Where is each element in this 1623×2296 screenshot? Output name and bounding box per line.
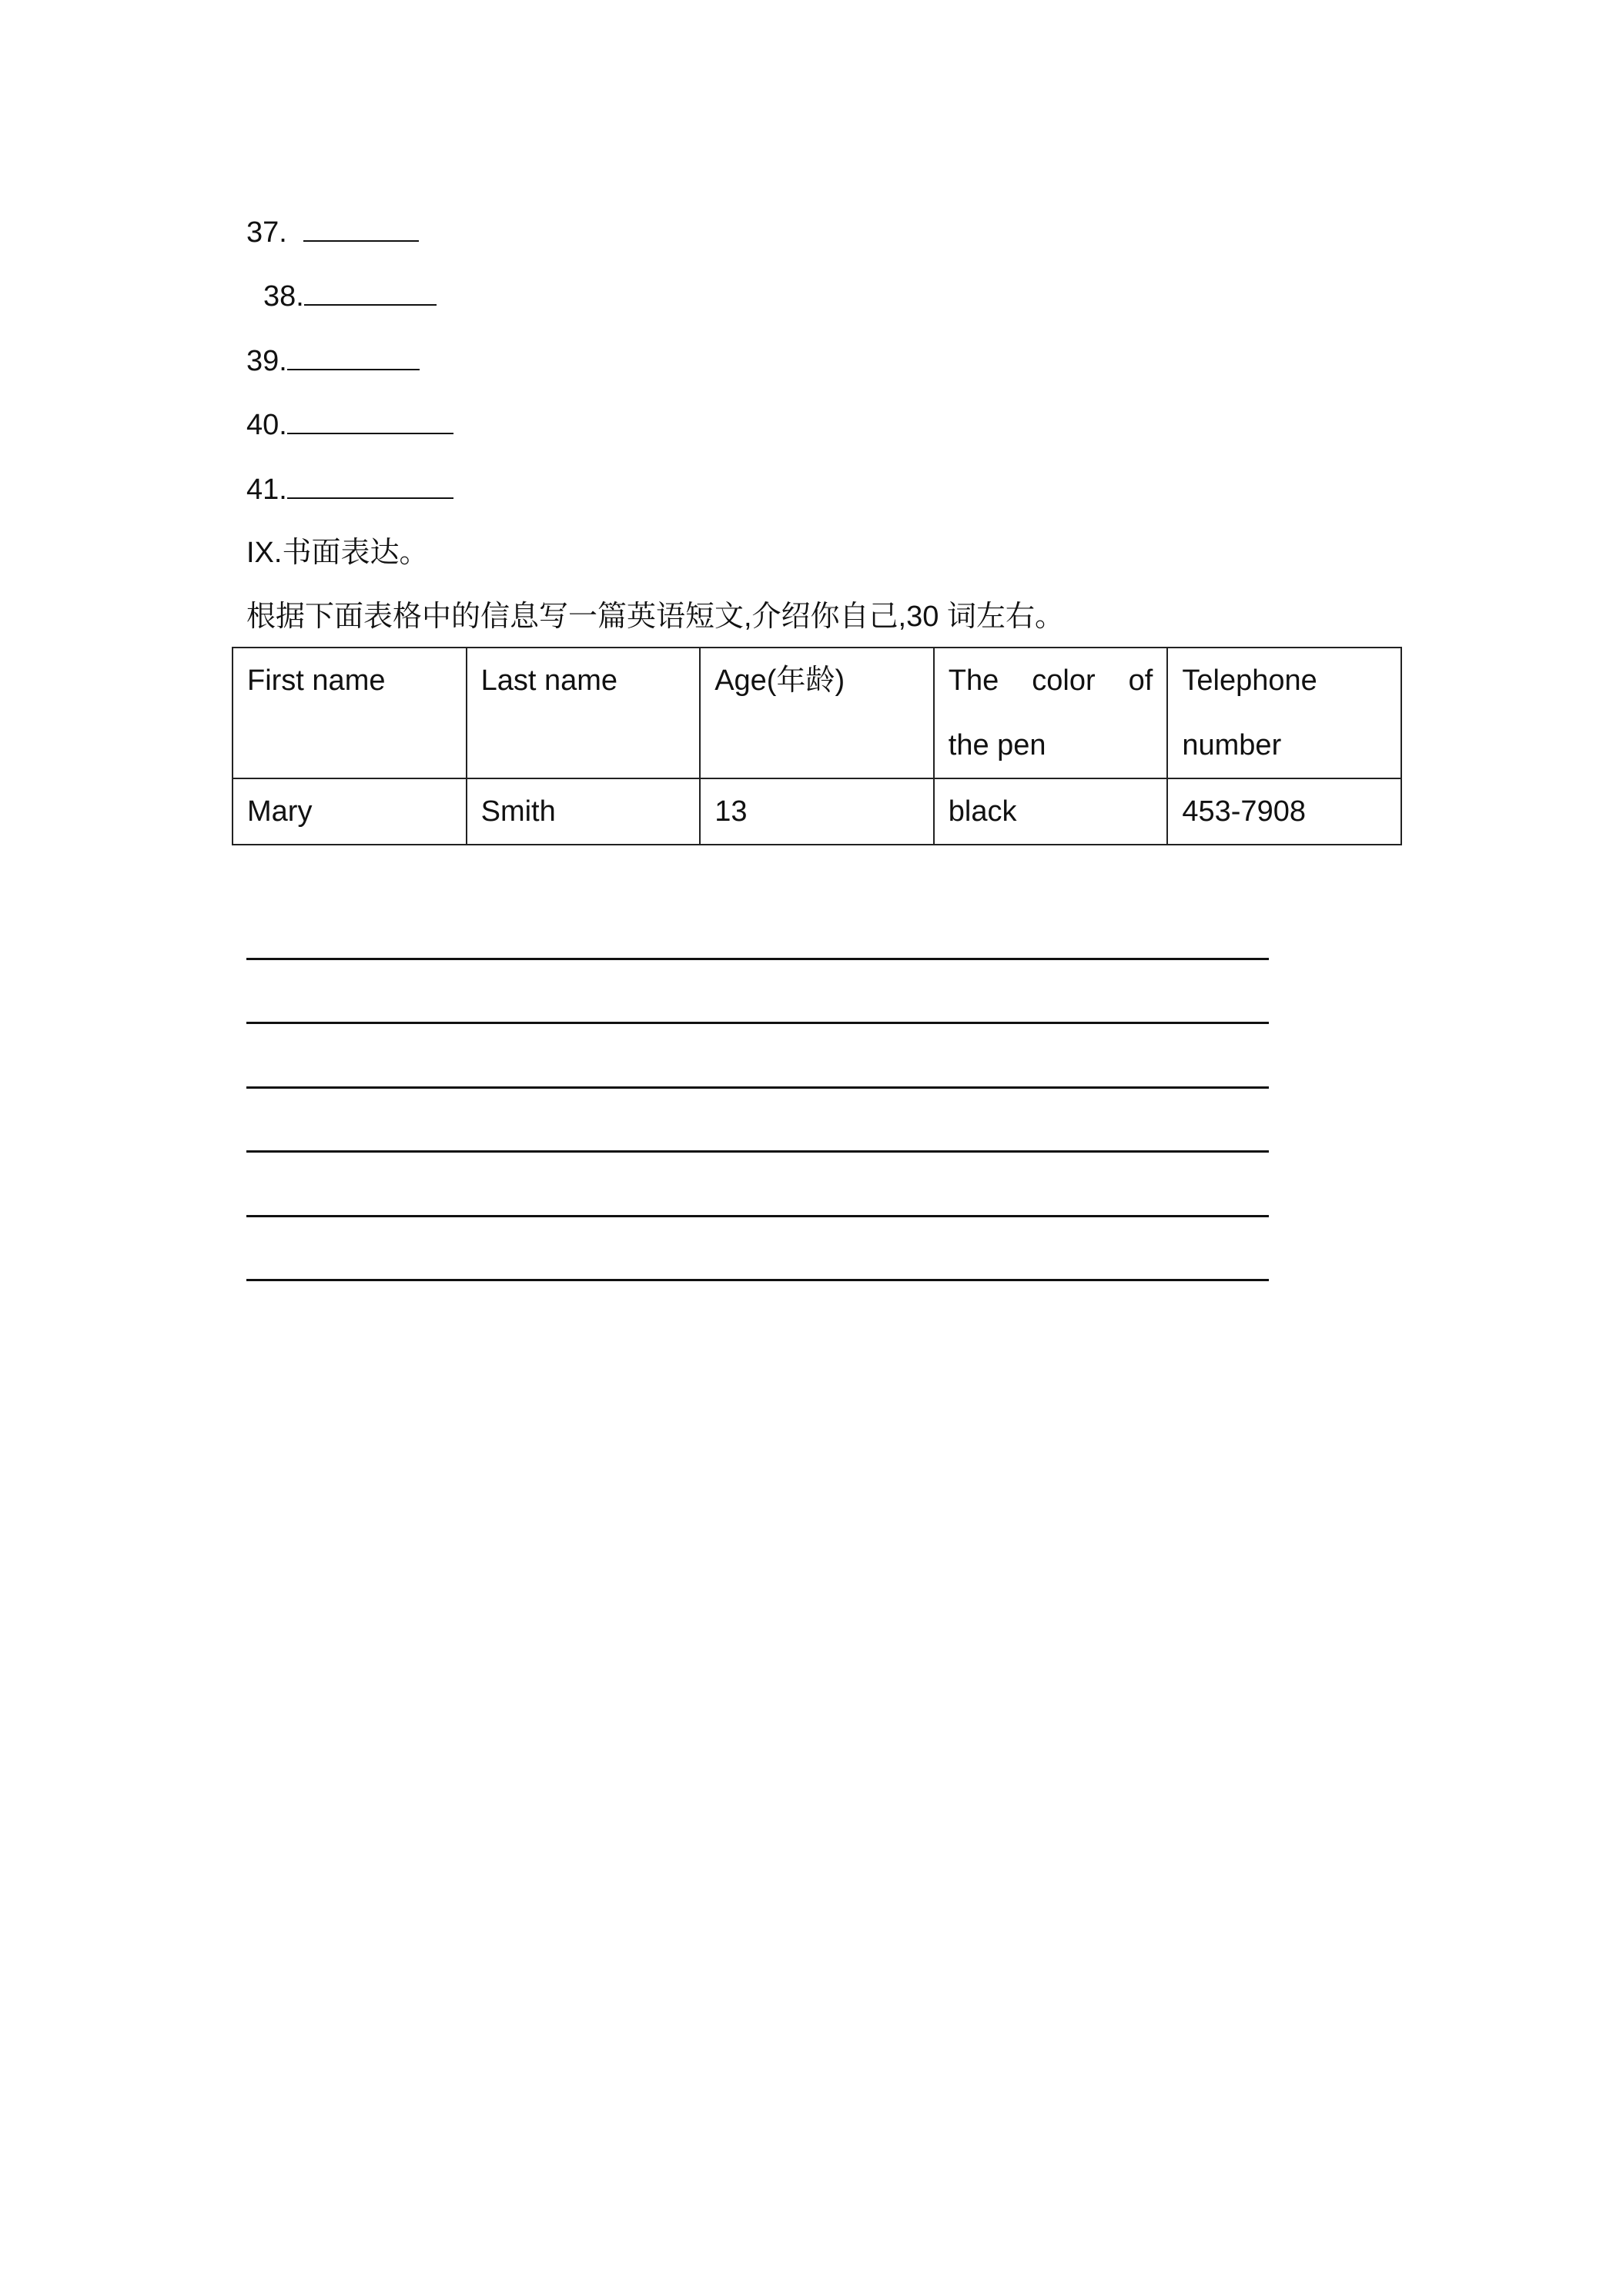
writing-line[interactable] — [246, 958, 1269, 960]
answer-number: 38. — [263, 280, 304, 313]
answer-blank[interactable] — [304, 278, 437, 306]
answer-blank[interactable] — [287, 407, 453, 434]
table-row — [233, 778, 1401, 845]
writing-line[interactable] — [246, 1086, 1269, 1089]
answer-blank[interactable] — [303, 214, 419, 242]
writing-line[interactable] — [246, 1215, 1269, 1217]
cell-telephone: 453-7908 — [1167, 778, 1401, 845]
writing-line[interactable] — [246, 1022, 1269, 1024]
answer-number: 39. — [246, 345, 287, 377]
section-instruction: 根据下面表格中的信息写一篇英语短文,介绍你自己,30 词左右。 — [246, 601, 1064, 633]
answer-blank[interactable] — [287, 343, 420, 370]
header-pen-color-line2: the pen — [948, 729, 1046, 761]
section-title: IX.书面表达。 — [246, 537, 429, 569]
header-cell-first-name: First name — [233, 648, 467, 778]
answer-number: 40. — [246, 409, 287, 441]
header-cell-pen-color — [934, 648, 1168, 778]
cell-pen-color: black — [934, 778, 1168, 845]
answer-number: 37. — [246, 216, 287, 249]
header-cell-last-name: Last name — [467, 648, 701, 778]
header-cell-age: Age(年龄) — [700, 648, 934, 778]
header-cell-telephone: Telephone number — [1167, 648, 1401, 778]
answer-number: 41. — [246, 474, 287, 506]
cell-age: 13 — [700, 778, 934, 845]
answer-item-37 — [246, 214, 419, 250]
info-table — [232, 647, 1402, 845]
cell-first-name: Mary — [233, 778, 467, 845]
writing-line[interactable] — [246, 1150, 1269, 1153]
table-header-row — [233, 648, 1401, 778]
answer-item-40 — [246, 407, 453, 443]
answer-item-39 — [246, 343, 420, 379]
answer-item-41 — [246, 471, 453, 507]
answer-blank[interactable] — [287, 471, 453, 499]
answer-item-38 — [263, 278, 437, 314]
cell-last-name: Smith — [467, 778, 701, 845]
writing-line[interactable] — [246, 1279, 1269, 1281]
header-pen-color-line1: The color of — [948, 664, 1153, 697]
